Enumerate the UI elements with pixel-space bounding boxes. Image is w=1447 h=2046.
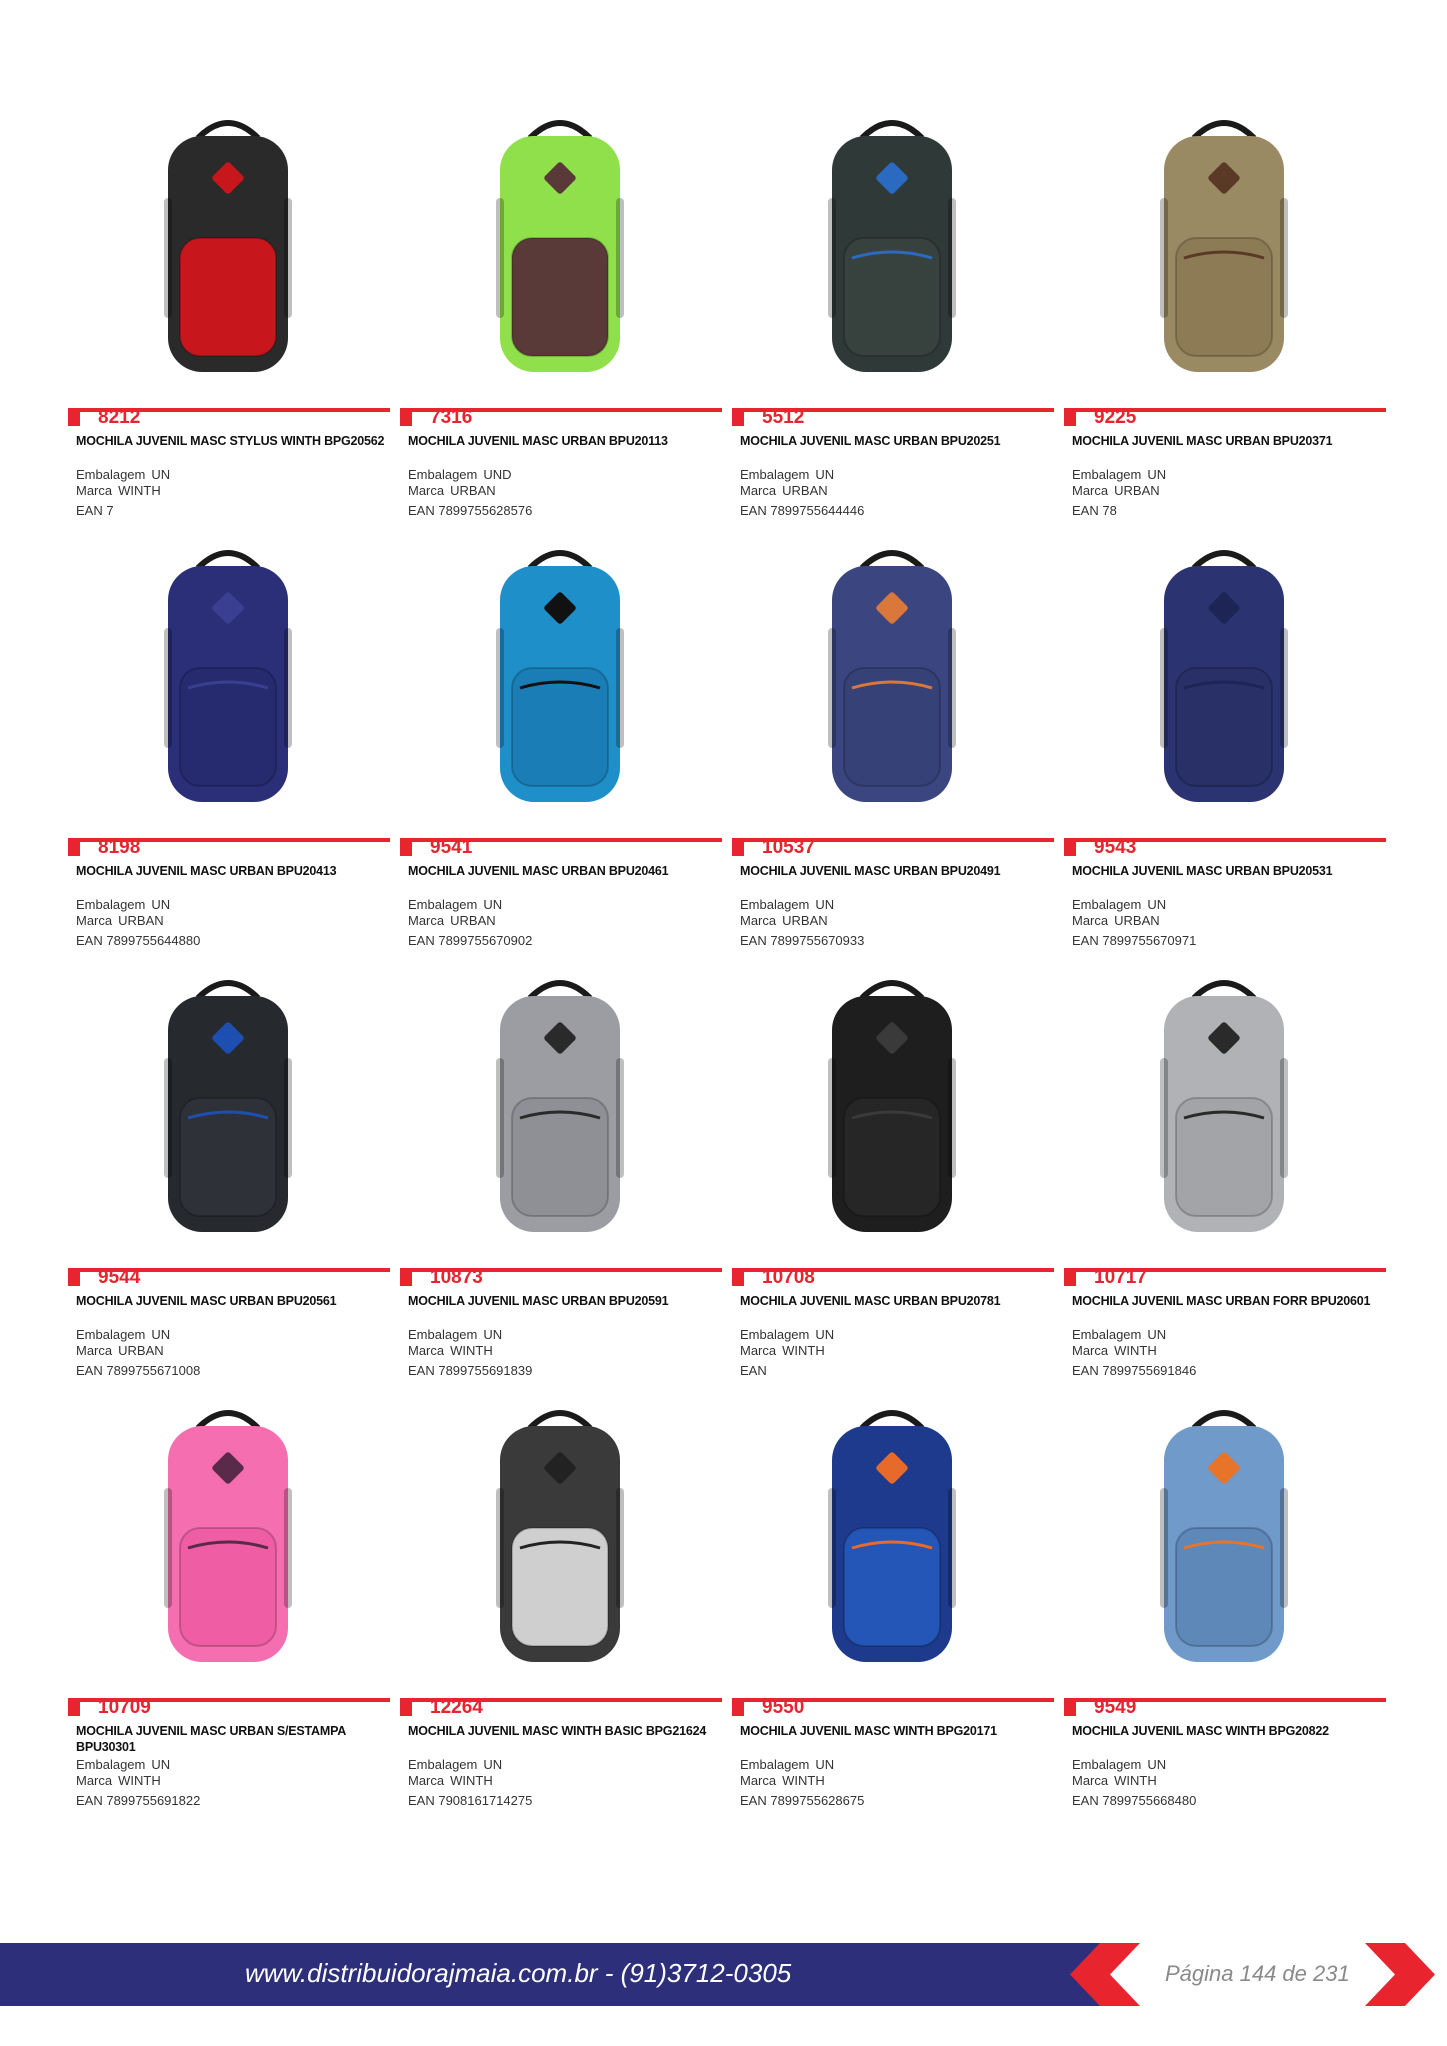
product-name: MOCHILA JUVENIL MASC URBAN BPU20531 — [1072, 864, 1333, 878]
product-code: 5512 — [762, 407, 805, 428]
brand-line — [408, 913, 496, 929]
code-marker — [68, 412, 80, 426]
ean-code: EAN 7899755691846 — [1072, 1363, 1197, 1378]
packaging-value: UN — [815, 1327, 835, 1342]
packaging-value: UN — [151, 897, 171, 912]
backpack-image — [460, 968, 660, 1240]
code-marker — [68, 842, 80, 856]
brand-label: Marca — [76, 1773, 113, 1788]
brand-label: Marca — [740, 1343, 777, 1358]
product-card[interactable] — [68, 538, 390, 958]
brand-value: WINTH — [1114, 1343, 1157, 1358]
brand-value: WINTH — [450, 1343, 493, 1358]
packaging-value: UN — [815, 897, 835, 912]
packaging-label: Embalagem — [1072, 1757, 1142, 1772]
brand-label: Marca — [76, 1343, 113, 1358]
brand-line — [1072, 1343, 1157, 1359]
backpack-image — [792, 108, 992, 380]
brand-line — [408, 1773, 493, 1789]
packaging-line — [76, 1757, 170, 1773]
brand-label: Marca — [740, 483, 777, 498]
backpack-image — [460, 1398, 660, 1670]
product-code: 9550 — [762, 1697, 805, 1718]
packaging-label: Embalagem — [408, 467, 478, 482]
packaging-label: Embalagem — [408, 1327, 478, 1342]
packaging-label: Embalagem — [1072, 467, 1142, 482]
ean-code: EAN — [740, 1363, 767, 1378]
product-name: MOCHILA JUVENIL MASC URBAN BPU20461 — [408, 864, 669, 878]
packaging-value: UN — [151, 1327, 171, 1342]
product-card[interactable] — [400, 538, 722, 958]
backpack-image — [792, 1398, 992, 1670]
footer-chevron-right-icon — [1365, 1943, 1447, 2006]
packaging-value: UN — [815, 1757, 835, 1772]
brand-value: URBAN — [450, 913, 496, 928]
packaging-label: Embalagem — [740, 1757, 810, 1772]
code-marker — [1064, 842, 1076, 856]
code-marker — [732, 412, 744, 426]
product-card[interactable] — [400, 1398, 722, 1818]
backpack-image — [792, 538, 992, 810]
product-name: MOCHILA JUVENIL MASC URBAN BPU20413 — [76, 864, 337, 878]
product-card[interactable] — [1064, 968, 1386, 1388]
product-code: 9544 — [98, 1267, 141, 1288]
product-card[interactable] — [732, 538, 1054, 958]
ean-code: EAN 7908161714275 — [408, 1793, 533, 1808]
backpack-image — [1124, 108, 1324, 380]
packaging-label: Embalagem — [740, 897, 810, 912]
brand-line — [740, 1773, 825, 1789]
product-card[interactable] — [68, 1398, 390, 1818]
packaging-line — [76, 897, 170, 913]
backpack-image — [1124, 538, 1324, 810]
packaging-line — [740, 467, 834, 483]
brand-label: Marca — [1072, 913, 1109, 928]
backpack-image — [128, 1398, 328, 1670]
ean-code: EAN 7899755644446 — [740, 503, 865, 518]
product-card[interactable] — [732, 968, 1054, 1388]
code-marker — [400, 1702, 412, 1716]
product-card[interactable] — [68, 108, 390, 528]
packaging-label: Embalagem — [408, 897, 478, 912]
brand-value: WINTH — [782, 1773, 825, 1788]
brand-value: URBAN — [450, 483, 496, 498]
packaging-value: UN — [151, 467, 171, 482]
ean-code: EAN 7899755668480 — [1072, 1793, 1197, 1808]
packaging-label: Embalagem — [740, 467, 810, 482]
product-code: 8198 — [98, 837, 141, 858]
brand-line — [1072, 1773, 1157, 1789]
brand-value: URBAN — [782, 483, 828, 498]
brand-line — [76, 483, 161, 499]
packaging-line — [1072, 1757, 1166, 1773]
packaging-line — [76, 1327, 170, 1343]
packaging-line — [740, 1327, 834, 1343]
product-card[interactable] — [400, 968, 722, 1388]
page-footer — [0, 1943, 1447, 2006]
product-code: 12264 — [430, 1697, 483, 1718]
brand-line — [740, 913, 828, 929]
packaging-line — [408, 1327, 502, 1343]
brand-value: WINTH — [118, 1773, 161, 1788]
brand-line — [76, 913, 164, 929]
ean-code: EAN 7899755671008 — [76, 1363, 201, 1378]
product-code: 10709 — [98, 1697, 151, 1718]
packaging-label: Embalagem — [76, 1327, 146, 1342]
ean-code: EAN 7899755691822 — [76, 1793, 201, 1808]
ean-code: EAN 7899755670902 — [408, 933, 533, 948]
brand-label: Marca — [76, 913, 113, 928]
page-number: Página 144 de 231 — [1165, 1961, 1350, 1986]
brand-line — [76, 1773, 161, 1789]
product-card[interactable] — [732, 1398, 1054, 1818]
product-card[interactable] — [1064, 1398, 1386, 1818]
code-marker — [1064, 1702, 1076, 1716]
product-card[interactable] — [400, 108, 722, 528]
code-marker — [732, 1702, 744, 1716]
packaging-value: UN — [1147, 897, 1167, 912]
product-name: MOCHILA JUVENIL MASC WINTH BPG20171 — [740, 1724, 997, 1738]
brand-label: Marca — [408, 1773, 445, 1788]
product-code: 9549 — [1094, 1697, 1137, 1718]
backpack-image — [1124, 1398, 1324, 1670]
ean-code: EAN 7899755644880 — [76, 933, 201, 948]
packaging-value: UN — [1147, 467, 1167, 482]
brand-label: Marca — [740, 913, 777, 928]
product-name: MOCHILA JUVENIL MASC URBAN BPU20371 — [1072, 434, 1333, 448]
packaging-value: UN — [483, 1327, 503, 1342]
product-code: 9225 — [1094, 407, 1137, 428]
brand-label: Marca — [408, 1343, 445, 1358]
product-card[interactable] — [1064, 538, 1386, 958]
brand-value: URBAN — [118, 913, 164, 928]
ean-code: EAN 7899755628576 — [408, 503, 533, 518]
footer-site-link[interactable]: www.distribuidorajmaia.com.br - (91)3712-0305 — [245, 1958, 792, 1988]
product-code: 7316 — [430, 407, 473, 428]
brand-line — [1072, 913, 1160, 929]
product-card[interactable] — [732, 108, 1054, 528]
code-marker — [732, 1272, 744, 1286]
product-name: MOCHILA JUVENIL MASC URBAN BPU20781 — [740, 1294, 1001, 1308]
brand-value: WINTH — [118, 483, 161, 498]
code-marker — [68, 1702, 80, 1716]
packaging-value: UN — [815, 467, 835, 482]
product-name: MOCHILA JUVENIL MASC URBAN BPU20591 — [408, 1294, 669, 1308]
footer-chevron-left-icon — [1060, 1943, 1140, 2006]
brand-label: Marca — [408, 483, 445, 498]
brand-value: URBAN — [782, 913, 828, 928]
ean-code: EAN 7899755691839 — [408, 1363, 533, 1378]
packaging-line — [740, 897, 834, 913]
packaging-line — [1072, 1327, 1166, 1343]
packaging-line — [1072, 467, 1166, 483]
packaging-label: Embalagem — [76, 467, 146, 482]
product-name: MOCHILA JUVENIL MASC URBAN BPU20491 — [740, 864, 1001, 878]
brand-line — [408, 1343, 493, 1359]
packaging-line — [408, 1757, 502, 1773]
backpack-image — [128, 538, 328, 810]
product-card[interactable] — [1064, 108, 1386, 528]
brand-label: Marca — [1072, 1343, 1109, 1358]
brand-line — [408, 483, 496, 499]
product-name: MOCHILA JUVENIL MASC WINTH BPG20822 — [1072, 1724, 1329, 1738]
ean-code: EAN 78 — [1072, 503, 1117, 518]
product-code: 10873 — [430, 1267, 483, 1288]
product-card[interactable] — [68, 968, 390, 1388]
brand-label: Marca — [408, 913, 445, 928]
product-code: 10708 — [762, 1267, 815, 1288]
ean-code: EAN 7899755670971 — [1072, 933, 1197, 948]
ean-code: EAN 7899755628675 — [740, 1793, 865, 1808]
packaging-value: UN — [483, 1757, 503, 1772]
packaging-line — [740, 1757, 834, 1773]
brand-value: WINTH — [450, 1773, 493, 1788]
product-code: 9543 — [1094, 837, 1137, 858]
product-name: MOCHILA JUVENIL MASC WINTH BASIC BPG21624 — [408, 1724, 707, 1738]
brand-label: Marca — [76, 483, 113, 498]
backpack-image — [128, 968, 328, 1240]
product-code: 9541 — [430, 837, 473, 858]
packaging-value: UN — [483, 897, 503, 912]
product-name: MOCHILA JUVENIL MASC URBAN BPU20251 — [740, 434, 1001, 448]
packaging-value: UN — [151, 1757, 171, 1772]
packaging-label: Embalagem — [76, 897, 146, 912]
brand-value: URBAN — [1114, 483, 1160, 498]
product-code: 10537 — [762, 837, 815, 858]
product-name: MOCHILA JUVENIL MASC URBAN FORR BPU20601 — [1072, 1294, 1371, 1308]
brand-label: Marca — [1072, 1773, 1109, 1788]
backpack-image — [1124, 968, 1324, 1240]
product-name: MOCHILA JUVENIL MASC STYLUS WINTH BPG20562 — [76, 434, 385, 448]
packaging-line — [408, 897, 502, 913]
product-code: 8212 — [98, 407, 141, 428]
backpack-image — [792, 968, 992, 1240]
packaging-label: Embalagem — [1072, 1327, 1142, 1342]
product-name: MOCHILA JUVENIL MASC URBAN BPU20561 — [76, 1294, 337, 1308]
code-marker — [1064, 412, 1076, 426]
backpack-image — [460, 108, 660, 380]
brand-label: Marca — [1072, 483, 1109, 498]
code-marker — [400, 842, 412, 856]
product-name: MOCHILA JUVENIL MASC URBAN BPU20113 — [408, 434, 668, 448]
packaging-value: UND — [483, 467, 512, 482]
packaging-label: Embalagem — [76, 1757, 146, 1772]
packaging-line — [408, 467, 512, 483]
packaging-line — [1072, 897, 1166, 913]
packaging-label: Embalagem — [408, 1757, 478, 1772]
product-code: 10717 — [1094, 1267, 1147, 1288]
code-marker — [1064, 1272, 1076, 1286]
code-marker — [732, 842, 744, 856]
backpack-image — [460, 538, 660, 810]
code-marker — [400, 412, 412, 426]
brand-line — [1072, 483, 1160, 499]
ean-code: EAN 7899755670933 — [740, 933, 865, 948]
packaging-line — [76, 467, 170, 483]
brand-line — [740, 483, 828, 499]
brand-value: URBAN — [1114, 913, 1160, 928]
brand-label: Marca — [740, 1773, 777, 1788]
ean-code: EAN 7 — [76, 503, 114, 518]
brand-line — [76, 1343, 164, 1359]
packaging-label: Embalagem — [740, 1327, 810, 1342]
backpack-image — [128, 108, 328, 380]
packaging-value: UN — [1147, 1757, 1167, 1772]
brand-value: URBAN — [118, 1343, 164, 1358]
product-name: MOCHILA JUVENIL MASC URBAN S/ESTAMPA BPU30301 — [76, 1724, 346, 1754]
brand-value: WINTH — [782, 1343, 825, 1358]
packaging-value: UN — [1147, 1327, 1167, 1342]
packaging-label: Embalagem — [1072, 897, 1142, 912]
brand-value: WINTH — [1114, 1773, 1157, 1788]
code-marker — [400, 1272, 412, 1286]
brand-line — [740, 1343, 825, 1359]
code-marker — [68, 1272, 80, 1286]
